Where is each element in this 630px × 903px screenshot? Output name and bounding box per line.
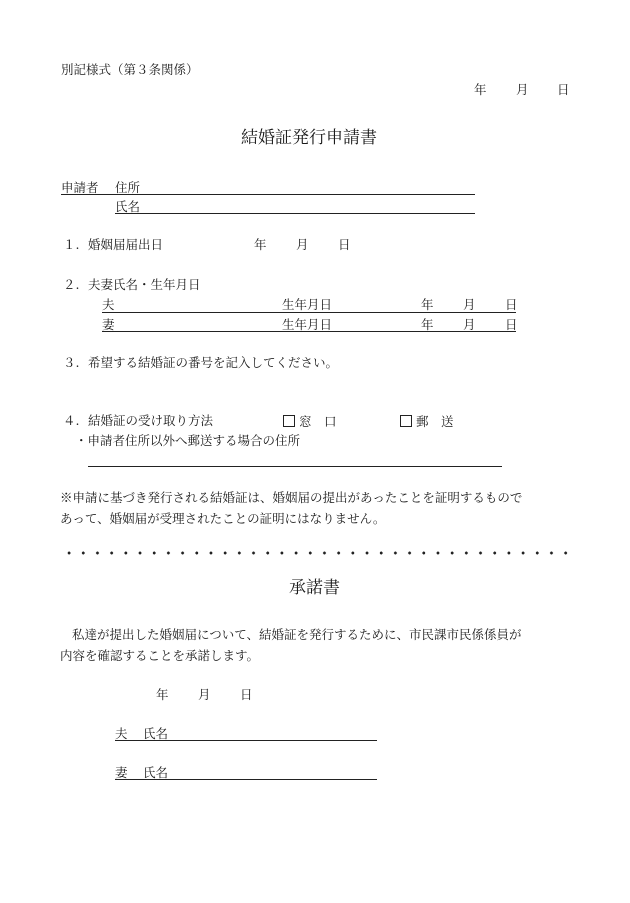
header-year: 年 [474, 82, 487, 97]
mail-option-label: 郵 送 [416, 414, 454, 429]
husband-birth-label: 生年月日 [282, 297, 333, 312]
window-checkbox[interactable] [283, 415, 295, 427]
consent-body-line-1: 私達が提出した婚姻届について、結婚証を発行するために、市民課市民係係員が [72, 627, 522, 642]
item4-number: ４. [63, 413, 80, 428]
applicant-label: 申請者 [61, 180, 99, 195]
wife-birth-year: 年 [421, 317, 434, 332]
consent-month: 月 [198, 687, 211, 702]
wife-birth-label: 生年月日 [282, 317, 333, 332]
mail-checkbox[interactable] [400, 415, 412, 427]
item1-number: １. [63, 237, 80, 252]
window-pickup-option[interactable] [283, 415, 337, 429]
applicant-name-label: 氏名 [115, 199, 141, 214]
husband-birth-month: 月 [463, 297, 476, 312]
husband-field[interactable] [102, 312, 516, 313]
item2-label: 夫妻氏名・生年月日 [88, 277, 201, 292]
note-line-1: ※申請に基づき発行される結婚証は、婚姻届の提出があったことを証明するもので [60, 490, 523, 505]
applicant-name-field[interactable] [115, 213, 475, 214]
address-field[interactable] [61, 194, 475, 195]
item4-label: 結婚証の受け取り方法 [88, 413, 214, 428]
alt-address-field[interactable] [88, 466, 502, 467]
item1-label: 婚姻届届出日 [88, 237, 164, 252]
item2-number: ２. [63, 277, 80, 292]
mail-option[interactable] [400, 415, 454, 429]
consent-day: 日 [240, 687, 253, 702]
item3-number: ３. [63, 355, 80, 370]
consent-wife-field[interactable] [115, 779, 377, 780]
form-label: 別記様式（第３条関係） [61, 62, 199, 77]
consent-wife-name-label: 氏名 [143, 765, 169, 780]
wife-field[interactable] [102, 331, 516, 332]
wife-birth-day: 日 [505, 317, 518, 332]
husband-label: 夫 [102, 297, 115, 312]
consent-husband-label: 夫 [115, 726, 128, 741]
consent-title: 承諾書 [289, 578, 340, 598]
page-title: 結婚証発行申請書 [241, 128, 377, 148]
item3-label: 希望する結婚証の番号を記入してください。 [88, 355, 339, 370]
dotted-divider [62, 551, 572, 555]
wife-birth-month: 月 [463, 317, 476, 332]
note-line-2: あって、婚姻届が受理されたことの証明にはなりません。 [60, 511, 386, 526]
consent-husband-name-label: 氏名 [143, 726, 169, 741]
husband-birth-day: 日 [505, 297, 518, 312]
husband-birth-year: 年 [421, 297, 434, 312]
item1-day: 日 [338, 237, 351, 252]
consent-body-line-2: 内容を確認することを承諾します。 [60, 648, 260, 663]
wife-label: 妻 [102, 317, 115, 332]
item1-month: 月 [296, 237, 309, 252]
header-month: 月 [516, 82, 529, 97]
alt-address-label: ・申請者住所以外へ郵送する場合の住所 [75, 433, 301, 448]
window-option-label: 窓 口 [299, 414, 337, 429]
header-day: 日 [557, 82, 570, 97]
address-label: 住所 [115, 180, 141, 195]
consent-year: 年 [156, 687, 169, 702]
item1-year: 年 [254, 237, 267, 252]
consent-husband-field[interactable] [115, 740, 377, 741]
consent-wife-label: 妻 [115, 765, 128, 780]
